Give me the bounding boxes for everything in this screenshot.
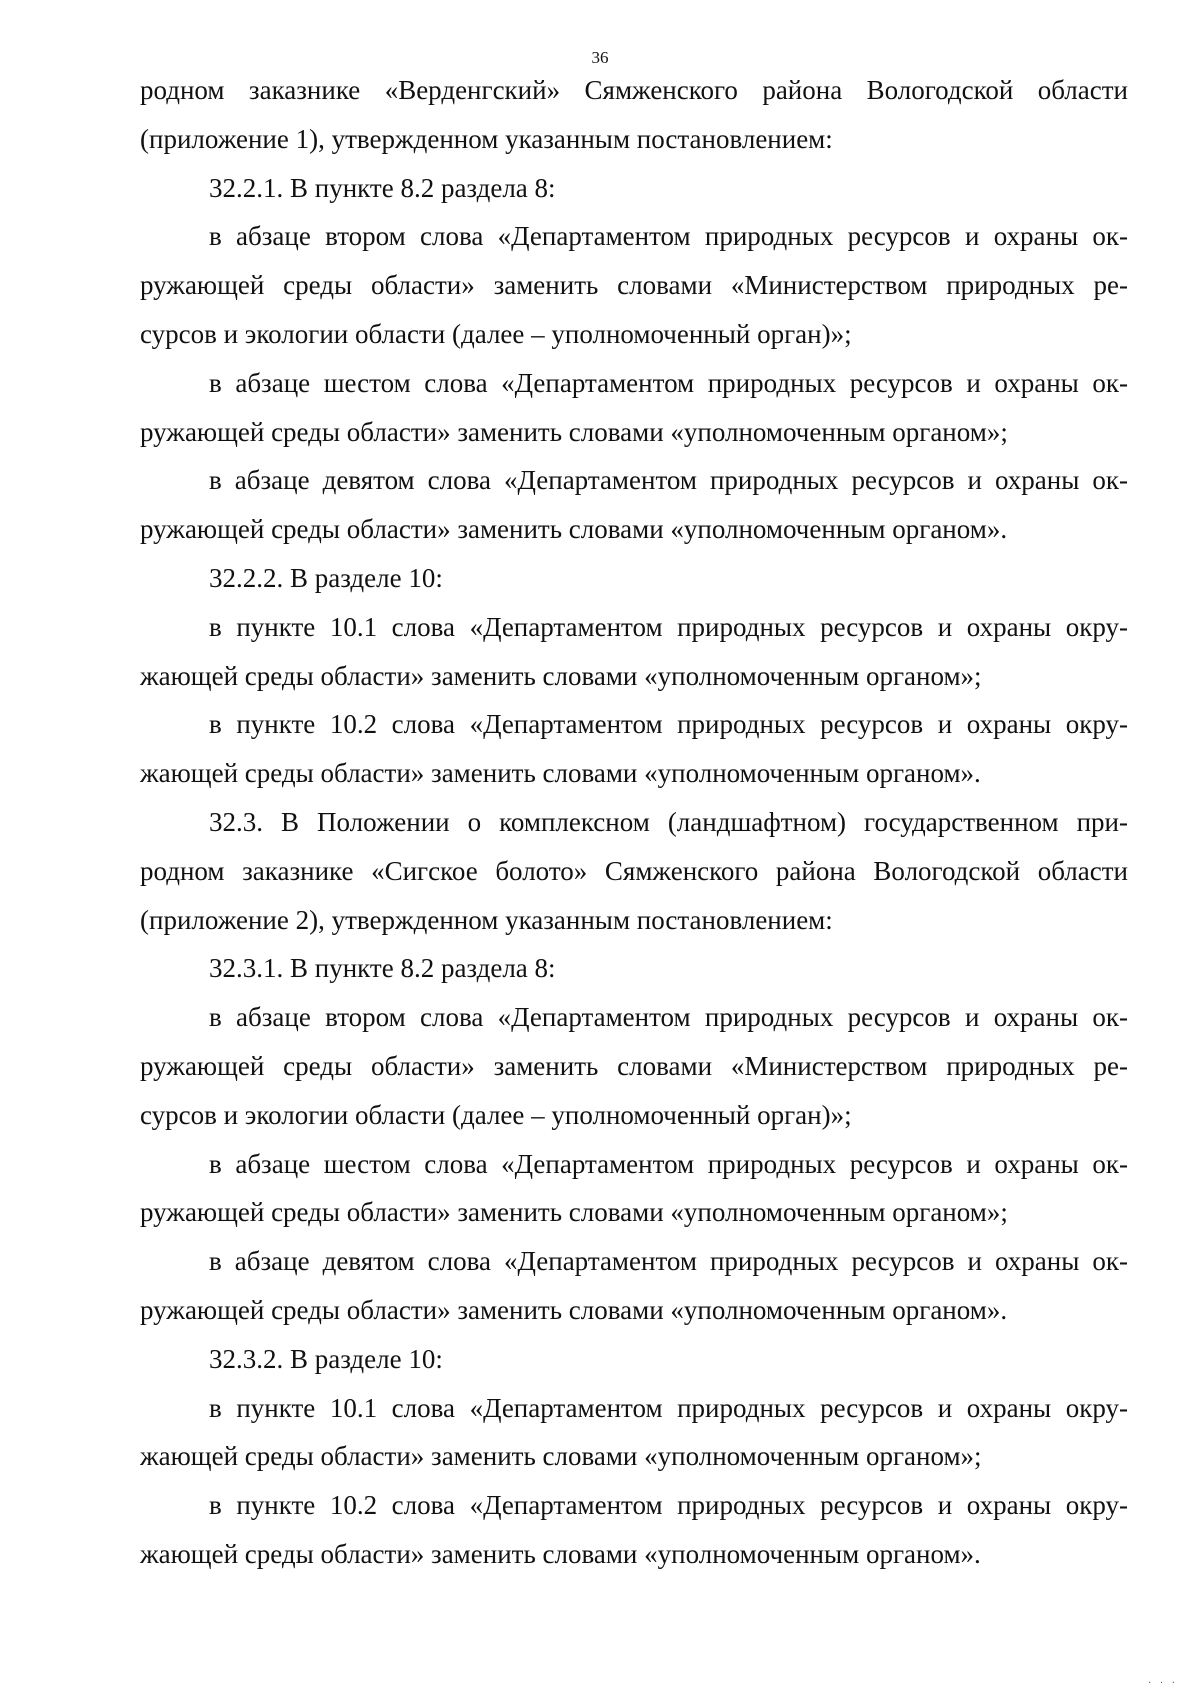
text-line: сурсов и экологии области (далее – уполномоченный орган)»; [140, 318, 852, 349]
text-line: 32.3.1. В пункте 8.2 раздела 8: [209, 953, 556, 984]
text-line: 32.3. В Положении о комплексном (ландшафтном) государственном при- [209, 806, 1128, 837]
text-line: жающей среды области» заменить словами «уполномоченным органом». [140, 1538, 981, 1569]
text-line: 32.2.2. В разделе 10: [209, 562, 443, 593]
text-line: ружающей среды области» заменить словами «Министерством природных ре- [140, 270, 1128, 301]
text-line: в абзаце девятом слова «Департаментом природных ресурсов и охраны ок- [209, 1246, 1128, 1277]
text-line: ружающей среды области» заменить словами «уполномоченным органом»; [140, 1197, 1008, 1228]
document-body [140, 66, 1128, 1579]
text-line: (приложение 1), утвержденном указанным постановлением: [140, 123, 833, 154]
text-line: 32.2.1. В пункте 8.2 раздела 8: [209, 172, 556, 203]
text-line: в пункте 10.1 слова «Департаментом природных ресурсов и охраны окру- [209, 1392, 1128, 1423]
text-line: в абзаце втором слова «Департаментом природных ресурсов и охраны ок- [209, 1002, 1128, 1033]
text-line: ружающей среды области» заменить словами «уполномоченным органом». [140, 1294, 1008, 1325]
text-line: жающей среды области» заменить словами «уполномоченным органом»; [140, 660, 982, 691]
text-line: в абзаце шестом слова «Департаментом природных ресурсов и охраны ок- [209, 1148, 1128, 1179]
text-line: жающей среды области» заменить словами «уполномоченным органом». [140, 758, 981, 789]
page-number: 36 [591, 48, 609, 67]
text-line: жающей среды области» заменить словами «уполномоченным органом»; [140, 1441, 982, 1472]
text-line: в абзаце втором слова «Департаментом природных ресурсов и охраны ок- [209, 221, 1128, 252]
text-line: в пункте 10.2 слова «Департаментом природных ресурсов и охраны окру- [209, 1490, 1128, 1521]
text-line: сурсов и экологии области (далее – уполномоченный орган)»; [140, 1099, 852, 1130]
text-line: ружающей среды области» заменить словами «Министерством природных ре- [140, 1050, 1128, 1081]
text-line: в абзаце девятом слова «Департаментом природных ресурсов и охраны ок- [209, 465, 1128, 496]
scan-artifact: · · · [1148, 1678, 1178, 1689]
text-line: (приложение 2), утвержденном указанным постановлением: [140, 904, 833, 935]
text-line: ружающей среды области» заменить словами «уполномоченным органом». [140, 514, 1008, 545]
text-line: в пункте 10.1 слова «Департаментом природных ресурсов и охраны окру- [209, 611, 1128, 642]
text-line: родном заказнике «Сигское болото» Сямженского района Вологодской области [140, 855, 1128, 886]
text-line: 32.3.2. В разделе 10: [209, 1343, 443, 1374]
text-line: родном заказнике «Верденгский» Сямженского района Вологодской области [140, 75, 1128, 105]
text-line: в абзаце шестом слова «Департаментом природных ресурсов и охраны ок- [209, 367, 1128, 398]
text-line: в пункте 10.2 слова «Департаментом природных ресурсов и охраны окру- [209, 709, 1128, 740]
text-line: ружающей среды области» заменить словами «уполномоченным органом»; [140, 416, 1008, 447]
